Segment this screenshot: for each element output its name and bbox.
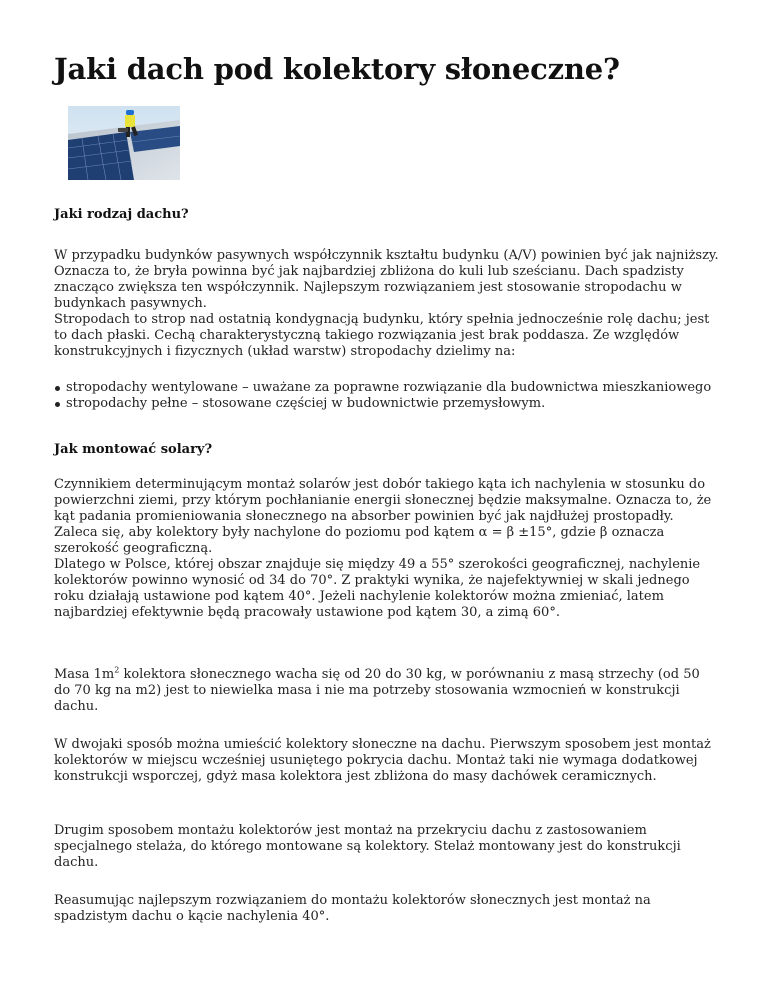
- paragraph: W dwojaki sposób można umieścić kolektory słoneczne na dachu. Pierwszym sposobem jest montaż kolektorów w miejscu wcześniej usuniętego pokrycia dachu. Montaż taki nie wymaga dodatkowej konstrukcji wsporczej, gdyż masa kolektora jest zbliżona do masy dachówek ceramicznych.: [54, 737, 711, 784]
- section-heading-roof-type: Jaki rodzaj dachu?: [54, 207, 189, 222]
- paragraph: Dlatego w Polsce, której obszar znajduje się między 49 a 55° szerokości geograficznej, nachylenie kolektorów powinno wynosić od 34 do 70°. Z praktyki wynika, że najefektywniej w skali jednego roku działają ustawione pod kątem 40°. Jeżeli nachylenie kolektorów można zmieniać, latem najbardziej efektywnie będą pracowały ustawione pod kątem 30, a zimą 60°.: [54, 557, 701, 620]
- mass-text-start: Masa 1m: [54, 667, 115, 682]
- mass-text-end: kolektora słonecznego wacha się od 20 do 30 kg, w porównaniu z masą strzechy (od 50 do 70 kg na m2) jest to niewielka masa i nie ma potrzeby stosowania wzmocnień w konstrukcji dachu.: [54, 667, 700, 714]
- section-heading-mounting: Jak montować solary?: [54, 442, 213, 457]
- solar-roof-photo: [68, 106, 180, 180]
- roof-types-list: [54, 380, 711, 412]
- superscript: 2: [114, 665, 120, 675]
- list-item: stropodachy wentylowane – uważane za poprawne rozwiązanie dla budownictwa mieszkaniowego: [54, 380, 711, 396]
- paragraph: Drugim sposobem montażu kolektorów jest montaż na przekryciu dachu z zastosowaniem specjalnego stelaża, do którego montowane są kolektory. Stelaż montowany jest do konstrukcji dachu.: [54, 823, 681, 870]
- paragraph-mass: [54, 667, 719, 715]
- page-title: Jaki dach pod kolektory słoneczne?: [54, 52, 620, 86]
- paragraph: Stropodach to strop nad ostatnią kondygnacją budynku, który spełnia jednocześnie rolę dachu; jest to dach płaski. Cechą charakterystyczną takiego rozwiązania jest brak poddasza. Ze względów konstrukcyjnych i fizycznych (układ warstw) stropodachy dzielimy na:: [54, 312, 710, 359]
- paragraph: W przypadku budynków pasywnych współczynnik kształtu budynku (A/V) powinien być jak najniższy. Oznacza to, że bryła powinna być jak najbardziej zbliżona do kuli lub sześcianu. Dach spadzisty znacząco zwiększa ten współczynnik. Najlepszym rozwiązaniem jest stosowanie stropodachu w budynkach pasywnych.: [54, 248, 719, 311]
- list-item: stropodachy pełne – stosowane częściej w budownictwie przemysłowym.: [54, 396, 711, 412]
- paragraph: Reasumując najlepszym rozwiązaniem do montażu kolektorów słonecznych jest montaż na spadzistym dachu o kącie nachylenia 40°.: [54, 893, 651, 924]
- paragraph: Czynnikiem determinującym montaż solarów jest dobór takiego kąta ich nachylenia w stosunku do powierzchni ziemi, przy którym pochłanianie energii słonecznej będzie maksymalne. Oznacza to, że kąt padania promieniowania słonecznego na absorber powinien być jak najdłużej prostopadły. Zaleca się, aby kolektory były nachylone do poziomu pod kątem α = β ±15°, gdzie β oznacza szerokość geograficzną.: [54, 477, 712, 556]
